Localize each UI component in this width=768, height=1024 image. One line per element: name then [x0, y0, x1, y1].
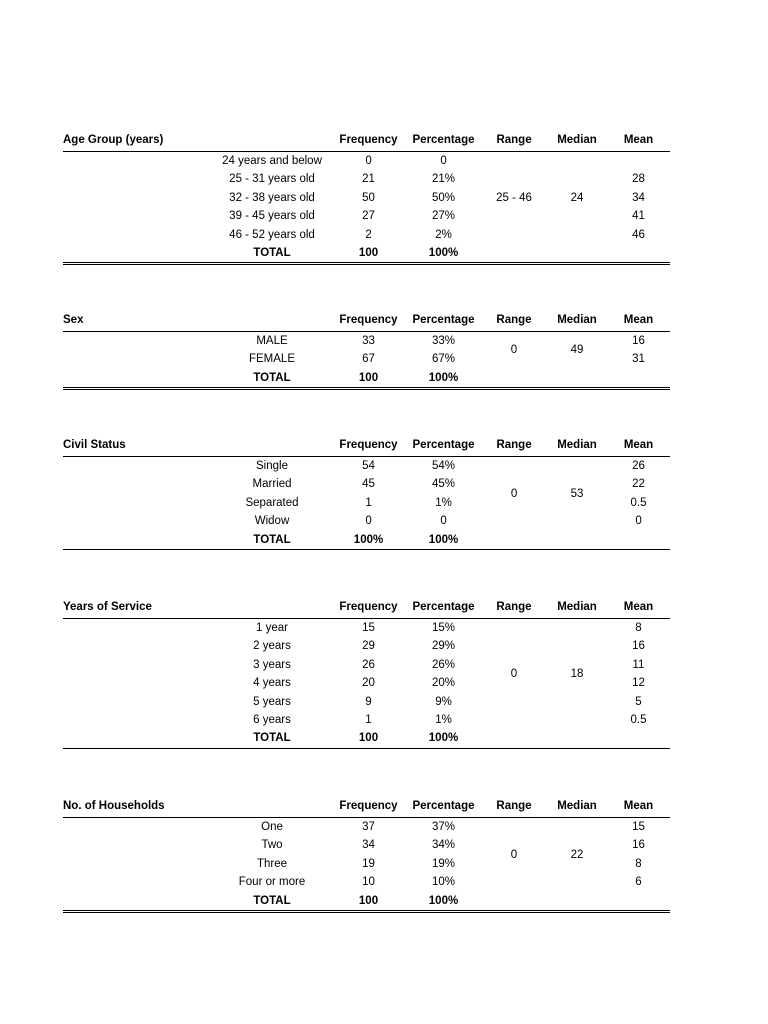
total-row — [63, 244, 670, 264]
row-label: 32 - 38 years old — [229, 191, 315, 204]
table-row — [63, 207, 670, 225]
total-label: TOTAL — [213, 244, 331, 264]
median-header: Median — [547, 596, 607, 619]
frequency-cell: 15 — [362, 622, 375, 634]
percentage-cell: 67% — [431, 353, 456, 366]
total-frequency: 100 — [331, 892, 406, 912]
row-label: 25 - 31 years old — [229, 173, 315, 186]
percentage-cell: 21% — [432, 173, 456, 186]
mean-cell: 16 — [632, 335, 645, 347]
total-frequency: 100 — [331, 369, 406, 389]
percentage-cell: 2% — [435, 228, 452, 241]
percentage-cell: 26% — [431, 658, 456, 671]
total-row — [63, 369, 670, 389]
table-header-row — [63, 434, 670, 457]
frequency-cell: 9 — [365, 695, 372, 708]
frequency-cell: 19 — [362, 857, 375, 870]
range-cell: 0 — [510, 344, 518, 357]
frequency-cell: 33 — [362, 335, 375, 347]
row-label: Single — [256, 460, 288, 472]
row-label: Three — [256, 857, 288, 870]
mean-cell: 0.5 — [630, 714, 647, 727]
frequency-cell: 27 — [362, 210, 375, 223]
range-header: Range — [481, 795, 547, 818]
percentage-header: Percentage — [406, 596, 481, 619]
table-header-row — [63, 129, 670, 152]
median-cell: 53 — [570, 487, 584, 500]
frequency-header: Frequency — [331, 596, 406, 619]
table-row — [63, 189, 670, 207]
percentage-cell: 54% — [432, 460, 456, 472]
frequency-header: Frequency — [331, 434, 406, 457]
range-header: Range — [481, 129, 547, 152]
median-cell: 18 — [570, 668, 584, 681]
households-table — [63, 795, 670, 913]
row-label: Four or more — [238, 876, 306, 889]
years-of-service-table — [63, 596, 670, 749]
total-label: TOTAL — [213, 531, 331, 550]
section-title: Age Group (years) — [63, 129, 331, 152]
mean-cell: 8 — [635, 857, 642, 870]
table-header-row — [63, 596, 670, 619]
table-row — [63, 818, 670, 837]
frequency-cell: 2 — [365, 228, 372, 241]
total-row — [63, 892, 670, 912]
range-cell: 25 - 46 — [496, 191, 532, 204]
median-header: Median — [547, 434, 607, 457]
age-group-table — [63, 129, 670, 265]
age-group-section — [63, 129, 670, 265]
percentage-cell: 29% — [431, 640, 456, 653]
mean-cell: 8 — [635, 622, 642, 634]
percentage-cell: 34% — [431, 839, 456, 852]
row-label: 46 - 52 years old — [229, 228, 315, 241]
median-header: Median — [547, 309, 607, 332]
table-row — [63, 332, 670, 351]
percentage-cell: 45% — [432, 478, 456, 491]
mean-cell: 0.5 — [630, 496, 647, 509]
median-header: Median — [547, 129, 607, 152]
mean-cell — [607, 152, 670, 171]
frequency-cell: 0 — [365, 155, 372, 167]
range-header: Range — [481, 434, 547, 457]
section-title: Sex — [63, 309, 331, 332]
percentage-header: Percentage — [406, 434, 481, 457]
row-label: Married — [252, 478, 292, 491]
total-percentage: 100% — [406, 531, 481, 550]
mean-header: Mean — [607, 795, 670, 818]
frequency-cell: 67 — [362, 353, 375, 366]
mean-cell: 41 — [632, 210, 645, 223]
table-row — [63, 619, 670, 638]
mean-cell: 26 — [632, 460, 645, 472]
mean-cell: 28 — [632, 173, 645, 186]
percentage-header: Percentage — [406, 795, 481, 818]
mean-header: Mean — [607, 434, 670, 457]
row-label: One — [261, 821, 283, 833]
total-row — [63, 531, 670, 550]
mean-cell: 5 — [635, 695, 642, 708]
table-row — [63, 457, 670, 476]
percentage-cell: 33% — [431, 335, 456, 347]
table-row — [63, 170, 670, 188]
range-cell: 0 — [510, 487, 518, 500]
median-header: Median — [547, 795, 607, 818]
sex-table — [63, 309, 670, 390]
mean-cell: 31 — [632, 353, 645, 366]
frequency-header: Frequency — [331, 309, 406, 332]
frequency-cell: 50 — [362, 191, 375, 204]
row-label: 2 years — [253, 640, 291, 653]
frequency-cell: 1 — [365, 714, 372, 727]
row-label: 5 years — [253, 695, 291, 708]
range-cell: 0 — [510, 848, 518, 861]
median-cell: 22 — [570, 848, 584, 861]
row-label: 3 years — [253, 658, 291, 671]
total-frequency: 100 — [331, 244, 406, 264]
mean-cell: 12 — [632, 677, 645, 690]
sex-section — [63, 309, 670, 390]
row-label: 1 year — [256, 622, 288, 634]
percentage-cell: 19% — [431, 857, 456, 870]
total-percentage: 100% — [406, 729, 481, 748]
frequency-header: Frequency — [331, 795, 406, 818]
mean-header: Mean — [607, 309, 670, 332]
percentage-cell: 1% — [435, 714, 452, 727]
total-label: TOTAL — [213, 892, 331, 912]
mean-cell: 16 — [632, 640, 645, 653]
row-label: 24 years and below — [222, 155, 322, 167]
total-label: TOTAL — [213, 369, 331, 389]
percentage-header: Percentage — [406, 129, 481, 152]
mean-cell: 34 — [632, 191, 645, 204]
percentage-header: Percentage — [406, 309, 481, 332]
civil-status-table — [63, 434, 670, 550]
mean-cell: 6 — [635, 876, 642, 889]
row-label: 6 years — [253, 714, 291, 727]
frequency-cell: 34 — [362, 839, 375, 852]
row-label: FEMALE — [248, 353, 295, 366]
total-percentage: 100% — [406, 892, 481, 912]
frequency-cell: 45 — [362, 478, 375, 491]
table-header-row — [63, 795, 670, 818]
mean-header: Mean — [607, 596, 670, 619]
frequency-cell: 29 — [362, 640, 375, 653]
total-frequency: 100 — [331, 729, 406, 748]
row-label: Two — [261, 839, 283, 852]
percentage-cell: 9% — [435, 695, 452, 708]
frequency-cell: 1 — [365, 496, 372, 509]
percentage-cell: 15% — [431, 622, 456, 634]
percentage-cell: 27% — [432, 210, 456, 223]
percentage-cell: 20% — [431, 677, 456, 690]
table-row — [63, 226, 670, 244]
households-section — [63, 795, 670, 913]
range-header: Range — [481, 596, 547, 619]
range-header: Range — [481, 309, 547, 332]
percentage-cell: 0 — [440, 155, 447, 167]
total-percentage: 100% — [406, 369, 481, 389]
row-label: 39 - 45 years old — [229, 210, 315, 223]
mean-cell: 11 — [632, 658, 645, 671]
percentage-cell: 10% — [431, 876, 456, 889]
percentage-cell: 1% — [435, 496, 452, 509]
section-title: No. of Households — [63, 795, 331, 818]
median-cell: 49 — [570, 344, 584, 357]
frequency-cell: 54 — [362, 460, 375, 472]
total-row — [63, 729, 670, 748]
row-label: 4 years — [253, 677, 291, 690]
total-percentage: 100% — [406, 244, 481, 264]
row-label: MALE — [256, 335, 288, 347]
mean-cell: 46 — [632, 228, 645, 241]
frequency-cell: 21 — [362, 173, 375, 186]
median-cell: 24 — [570, 191, 584, 204]
percentage-cell: 50% — [432, 191, 456, 204]
table-row — [63, 152, 670, 171]
percentage-cell: 0 — [440, 515, 447, 528]
mean-cell: 16 — [632, 839, 645, 852]
civil-status-section — [63, 434, 670, 550]
frequency-cell: 10 — [362, 876, 375, 889]
frequency-header: Frequency — [331, 129, 406, 152]
range-cell: 0 — [510, 668, 518, 681]
frequency-cell: 0 — [365, 515, 372, 528]
mean-cell: 22 — [632, 478, 645, 491]
percentage-cell: 37% — [431, 821, 456, 833]
mean-cell: 0 — [635, 515, 642, 528]
frequency-cell: 37 — [362, 821, 375, 833]
total-label: TOTAL — [213, 729, 331, 748]
section-title: Civil Status — [63, 434, 331, 457]
section-title: Years of Service — [63, 596, 331, 619]
total-frequency: 100% — [331, 531, 406, 550]
mean-header: Mean — [607, 129, 670, 152]
mean-cell: 15 — [632, 821, 645, 833]
years-of-service-section — [63, 596, 670, 749]
table-header-row — [63, 309, 670, 332]
frequency-cell: 26 — [362, 658, 375, 671]
row-label: Widow — [254, 515, 290, 528]
row-label: Separated — [245, 496, 299, 509]
frequency-cell: 20 — [362, 677, 375, 690]
